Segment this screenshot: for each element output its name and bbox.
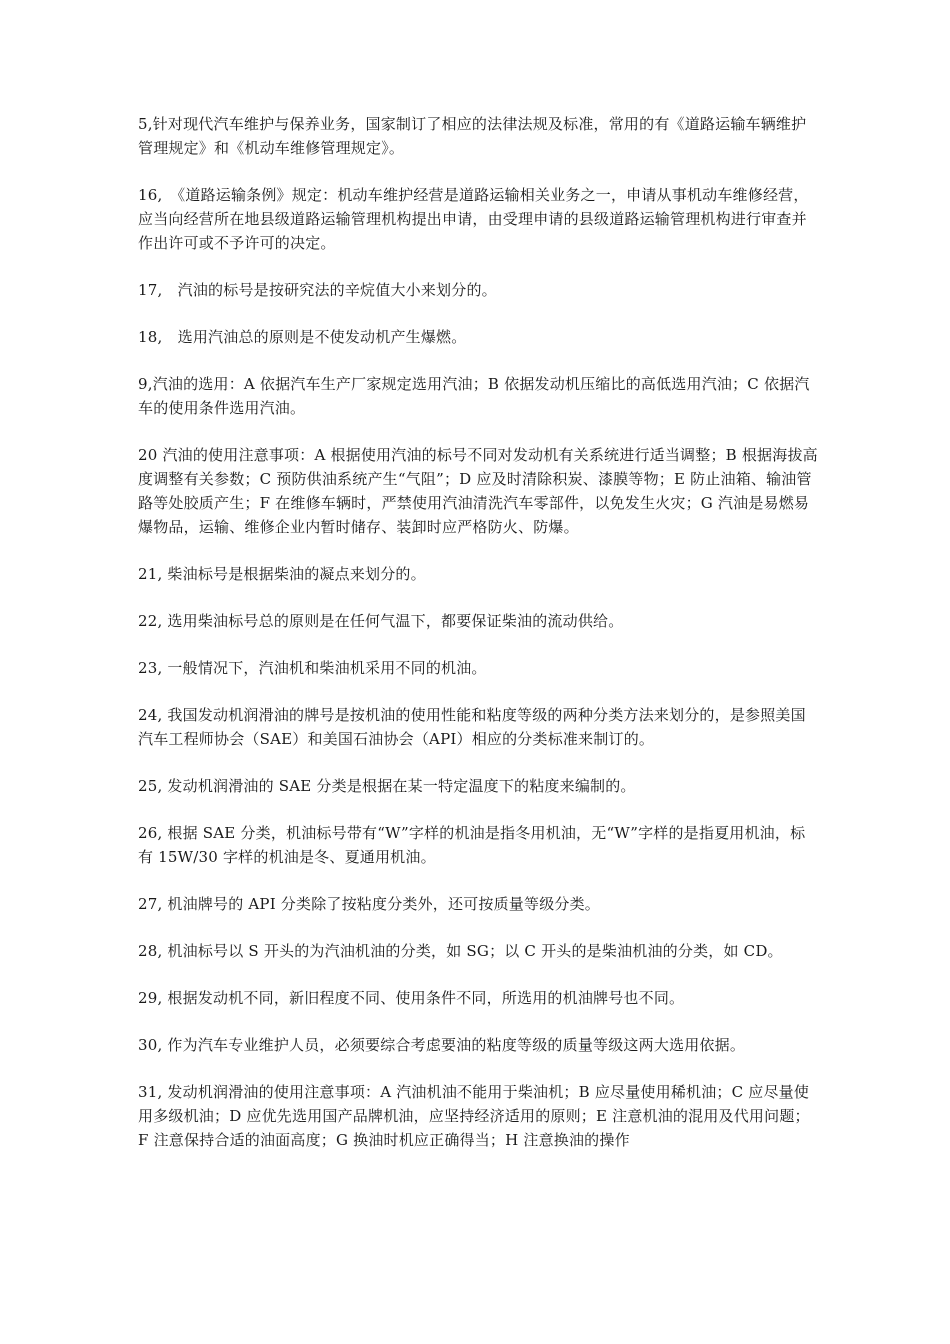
paragraph-20: 20 汽油的使用注意事项：A 根据使用汽油的标号不同对发动机有关系统进行适当调整；B 根据海拔高度调整有关参数；C 预防供油系统产生“气阻”；D 应及时清除积炭、漆膜等物；E 防止油箱、输油管路等处胶质产生；F 在维修车辆时，严禁使用汽油清洗汽车零部件，以免发生火灾；G 汽油是易燃易爆物品，运输、维修企业内暂时储存、装卸时应严格防火、防爆。 — [138, 446, 818, 536]
paragraph-29: 29, 根据发动机不同，新旧程度不同、使用条件不同，所选用的机油牌号也不同。 — [138, 989, 685, 1007]
paragraph-28: 28, 机油标号以 S 开头的为汽油机油的分类，如 SG；以 C 开头的是柴油机油的分类，如 CD。 — [138, 942, 783, 960]
paragraph-16: 16, 《道路运输条例》规定：机动车维护经营是道路运输相关业务之一，申请从事机动车维修经营，应当向经营所在地县级道路运输管理机构提出申请，由受理申请的县级道路运输管理机构进行审查并作出许可或不予许可的决定。 — [138, 186, 809, 252]
paragraph-26: 26, 根据 SAE 分类，机油标号带有“W”字样的机油是指冬用机油，无“W”字样的是指夏用机油，标有 15W/30 字样的机油是冬、夏通用机油。 — [138, 824, 806, 866]
paragraph-30: 30, 作为汽车专业维护人员，必须要综合考虑要油的粘度等级的质量等级这两大选用依据。 — [138, 1036, 746, 1054]
paragraph-22: 22, 选用柴油标号总的原则是在任何气温下，都要保证柴油的流动供给。 — [138, 612, 624, 630]
paragraph-25: 25, 发动机润滑油的 SAE 分类是根据在某一特定温度下的粘度来编制的。 — [138, 777, 636, 795]
paragraph-27: 27, 机油牌号的 API 分类除了按粘度分类外，还可按质量等级分类。 — [138, 895, 601, 913]
paragraph-21: 21, 柴油标号是根据柴油的凝点来划分的。 — [138, 565, 426, 583]
paragraph-23: 23, 一般情况下，汽油机和柴油机采用不同的机油。 — [138, 659, 487, 677]
paragraph-9: 9,汽油的选用：A 依据汽车生产厂家规定选用汽油；B 依据发动机压缩比的高低选用汽油；C 依据汽车的使用条件选用汽油。 — [138, 375, 810, 417]
paragraph-24: 24, 我国发动机润滑油的牌号是按机油的使用性能和粘度等级的两种分类方法来划分的，是参照美国汽车工程师协会（SAE）和美国石油协会（API）相应的分类标准来制订的。 — [138, 706, 806, 748]
paragraph-18: 18, 选用汽油总的原则是不使发动机产生爆燃。 — [138, 328, 467, 346]
paragraph-31: 31, 发动机润滑油的使用注意事项：A 汽油机油不能用于柴油机；B 应尽量使用稀机油；C 应尽量使用多级机油；D 应优先选用国产品牌机油，应坚持经济适用的原则；E 注意机油的混用及代用问题；F 注意保持合适的油面高度；G 换油时机应正确得当；H 注意换油的操作 — [138, 1083, 810, 1149]
paragraph-5: 5,针对现代汽车维护与保养业务，国家制订了相应的法律法规及标准，常用的有《道路运输车辆维护管理规定》和《机动车维修管理规定》。 — [138, 115, 807, 157]
paragraph-17: 17, 汽油的标号是按研究法的辛烷值大小来划分的。 — [138, 281, 497, 299]
document-body — [138, 112, 818, 1175]
